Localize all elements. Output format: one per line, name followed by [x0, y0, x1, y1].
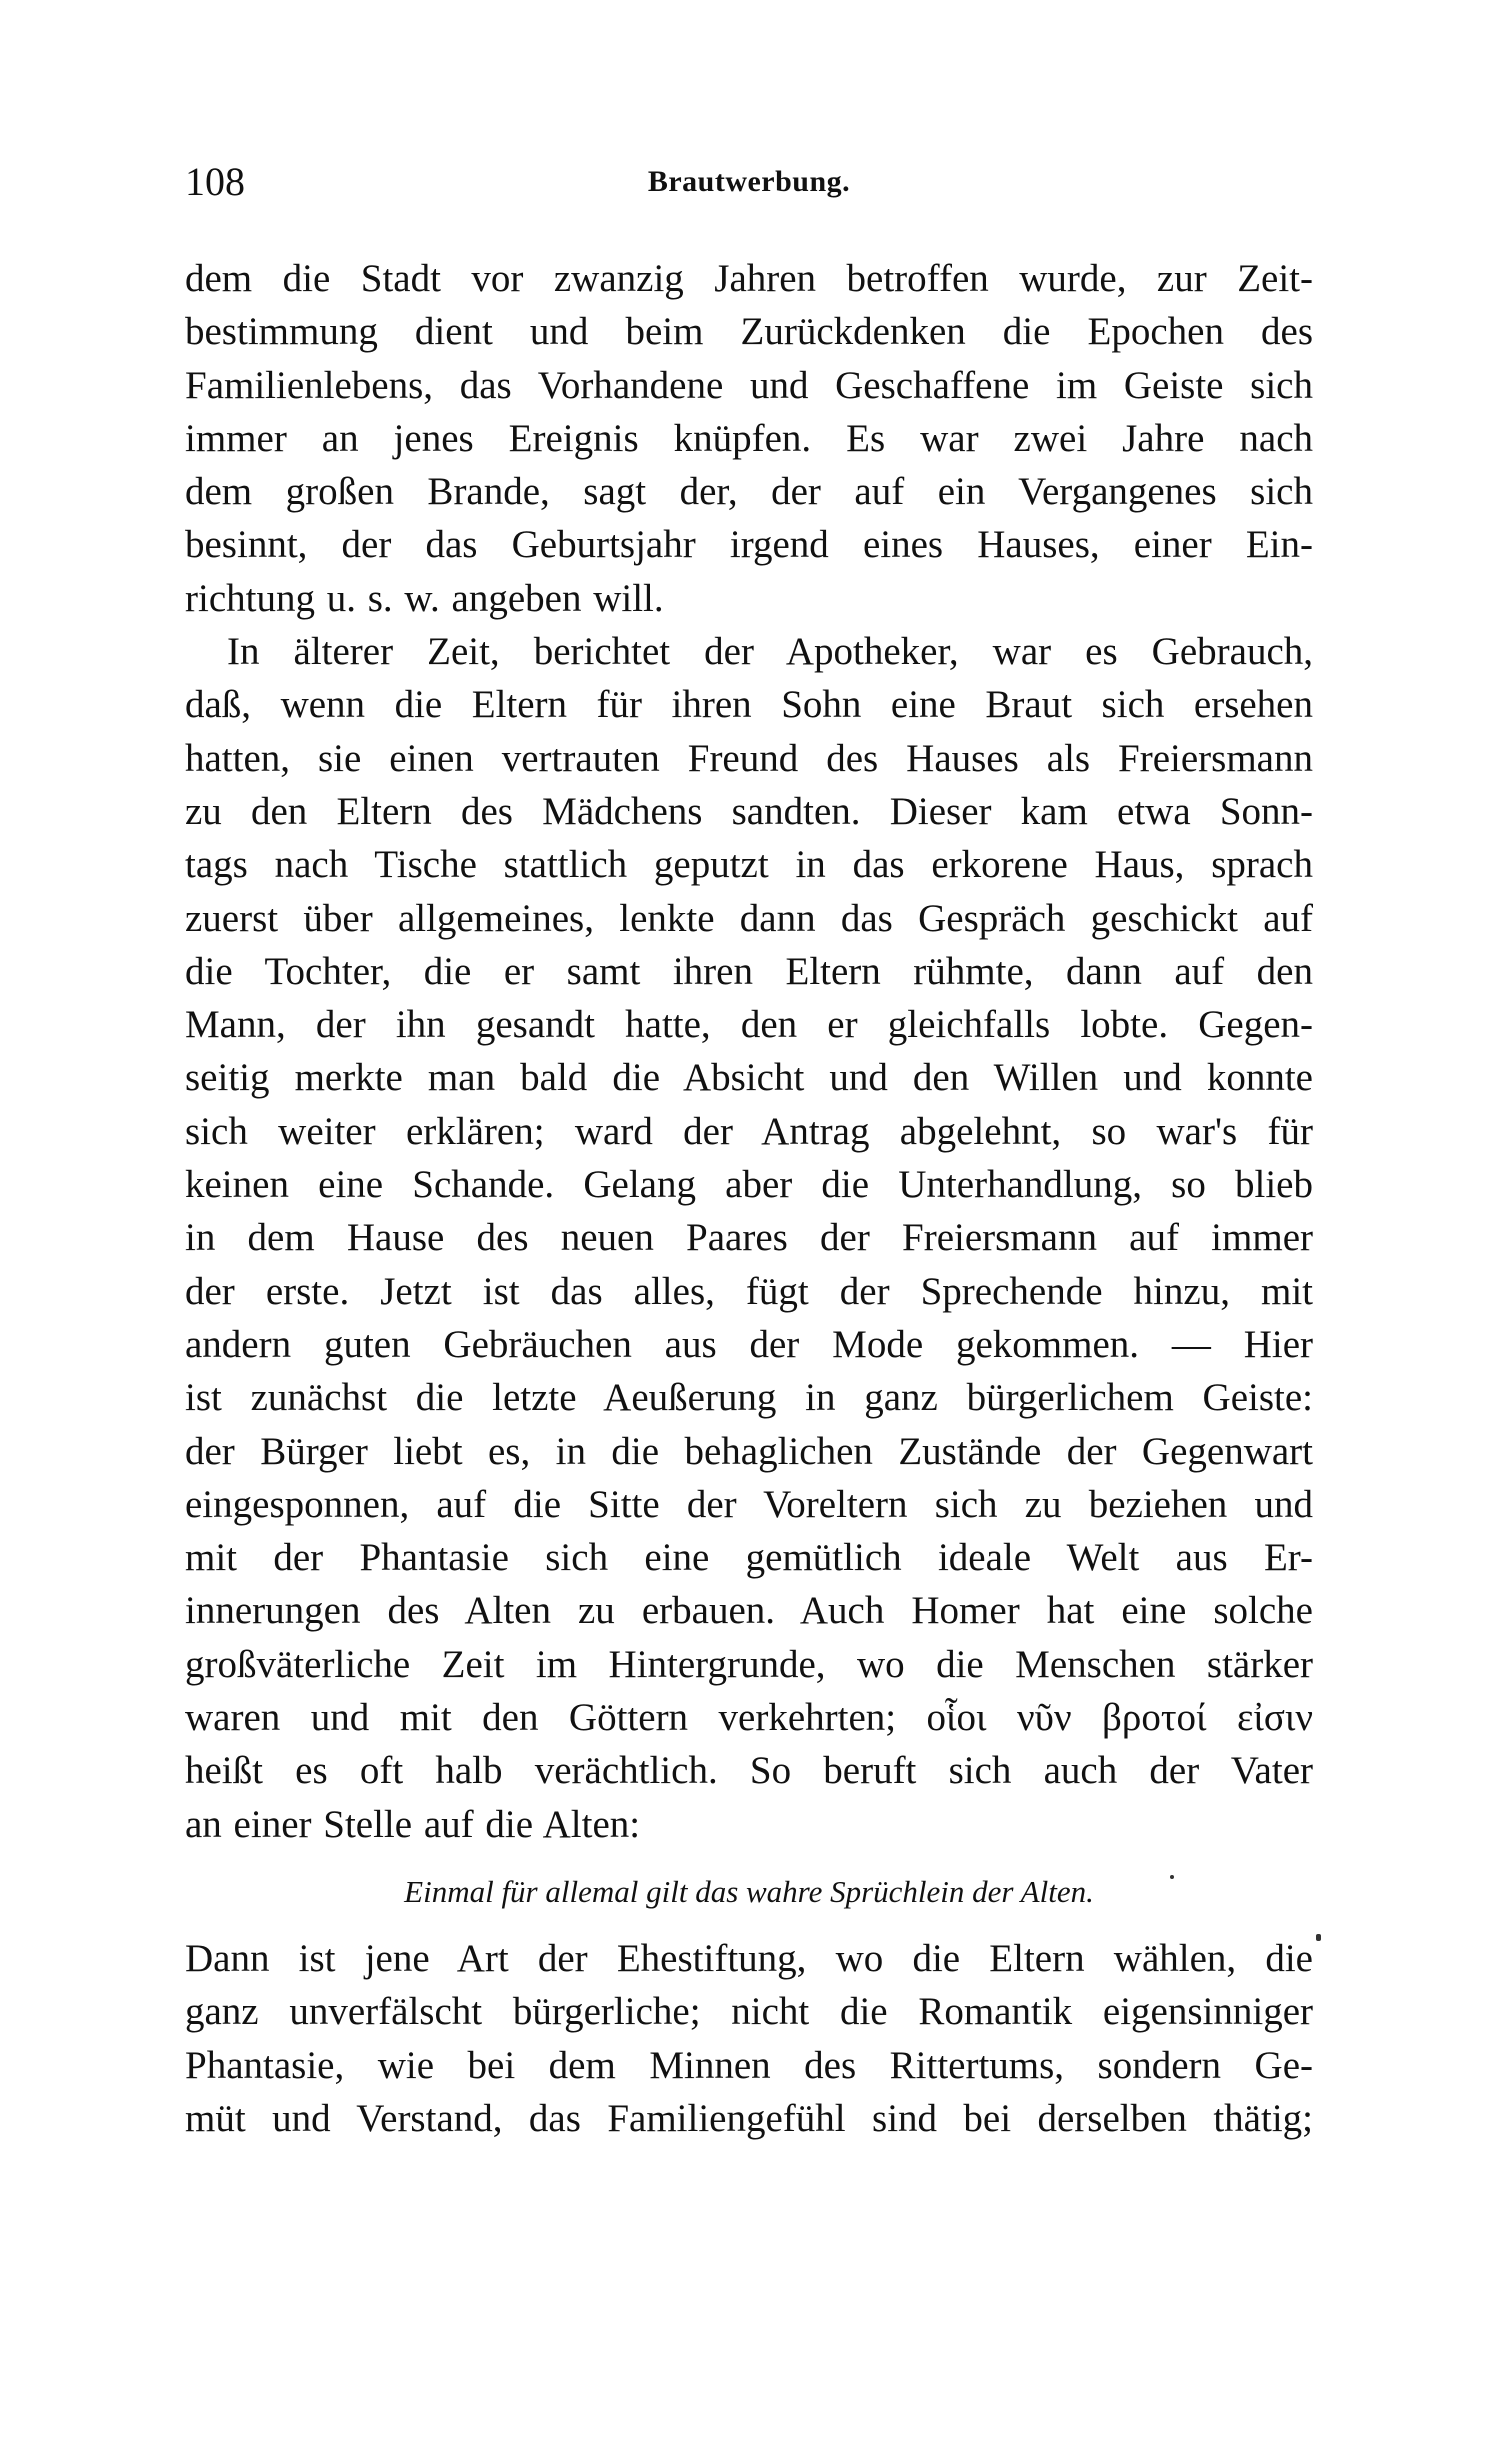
text-line: müt und Verstand, das Familiengefühl sind bei derselben thätig; — [185, 2096, 1313, 2140]
text-line: daß, wenn die Eltern für ihren Sohn eine Braut sich ersehen — [185, 683, 1313, 727]
text-line: innerungen des Alten zu erbauen. Auch Homer hat eine solche — [185, 1589, 1313, 1633]
text-after-quote — [185, 1932, 1313, 2145]
text-line: sich weiter erklären; ward der Antrag abgelehnt, so war's für — [185, 1109, 1313, 1153]
text-line: ist zunächst die letzte Aeußerung in ganz bürgerlichem Geiste: — [185, 1376, 1313, 1420]
print-speck — [1316, 1934, 1321, 1941]
text-line: dem großen Brande, sagt der, der auf ein Vergangenes sich — [185, 470, 1313, 514]
text-line: zuerst über allgemeines, lenkte dann das Gespräch geschickt auf — [185, 896, 1313, 940]
text-line: besinnt, der das Geburtsjahr irgend eines Hauses, einer Ein- — [185, 523, 1313, 567]
text-line: bestimmung dient und beim Zurückdenken die Epochen des — [185, 310, 1313, 354]
text-line: tags nach Tische stattlich geputzt in das erkorene Haus, sprach — [185, 843, 1313, 887]
text-line: keinen eine Schande. Gelang aber die Unterhandlung, so blieb — [185, 1163, 1313, 1207]
text-line: andern guten Gebräuchen aus der Mode gekommen. — Hier — [185, 1322, 1313, 1366]
text-line: seitig merkte man bald die Absicht und den Willen und konnte — [185, 1056, 1313, 1100]
text-line: heißt es oft halb verächtlich. So beruft sich auch der Vater — [185, 1749, 1313, 1793]
text-line: der erste. Jetzt ist das alles, fügt der Sprechende hinzu, mit — [185, 1269, 1313, 1313]
text-line: richtung u. s. w. angeben will. — [185, 576, 664, 620]
text-line: Mann, der ihn gesandt hatte, den er gleichfalls lobte. Gegen- — [185, 1003, 1313, 1047]
text-line: in dem Hause des neuen Paares der Freiersmann auf immer — [185, 1216, 1313, 1260]
running-title: Brautwerbung. — [647, 165, 851, 198]
text-line: Familienlebens, das Vorhandene und Geschaffene im Geiste sich — [185, 363, 1313, 407]
text-line: großväterliche Zeit im Hintergrunde, wo die Menschen stärker — [185, 1642, 1313, 1686]
text-line: waren und mit den Göttern verkehrten; οἷοι νῦν βροτοί εἰσιν — [185, 1696, 1313, 1740]
text-line: die Tochter, die er samt ihren Eltern rühmte, dann auf den — [185, 949, 1313, 993]
page-number: 108 — [185, 159, 245, 204]
verse-quote: Einmal für allemal gilt das wahre Sprüchlein der Alten. — [404, 1873, 1094, 1909]
text-line: dem die Stadt vor zwanzig Jahren betroffen wurde, zur Zeit- — [185, 257, 1313, 300]
text-line: an einer Stelle auf die Alten: — [185, 1802, 641, 1846]
text-line: immer an jenes Ereignis knüpfen. Es war zwei Jahre nach — [185, 416, 1313, 460]
text-line: mit der Phantasie sich eine gemütlich ideale Welt aus Er- — [185, 1536, 1313, 1580]
text-line: eingesponnen, auf die Sitte der Voreltern sich zu beziehen und — [185, 1482, 1313, 1526]
text-line: zu den Eltern des Mädchens sandten. Dieser kam etwa Sonn- — [185, 789, 1313, 833]
body-text — [185, 252, 1313, 2145]
text-line: Phantasie, wie bei dem Minnen des Rittertums, sondern Ge- — [185, 2043, 1313, 2087]
print-speck — [1170, 1875, 1174, 1879]
text-line: Dann ist jene Art der Ehestiftung, wo die Eltern wählen, die — [185, 1936, 1313, 1980]
text-line: der Bürger liebt es, in die behaglichen Zustände der Gegenwart — [185, 1429, 1313, 1473]
text-line: ganz unverfälscht bürgerliche; nicht die Romantik eigensinniger — [185, 1990, 1313, 2034]
page-header — [185, 155, 1313, 209]
text-line: In älterer Zeit, berichtet der Apotheker, war es Gebrauch, — [227, 630, 1313, 674]
text-before-quote — [185, 252, 1313, 1851]
text-line: hatten, sie einen vertrauten Freund des Hauses als Freiersmann — [185, 736, 1313, 780]
